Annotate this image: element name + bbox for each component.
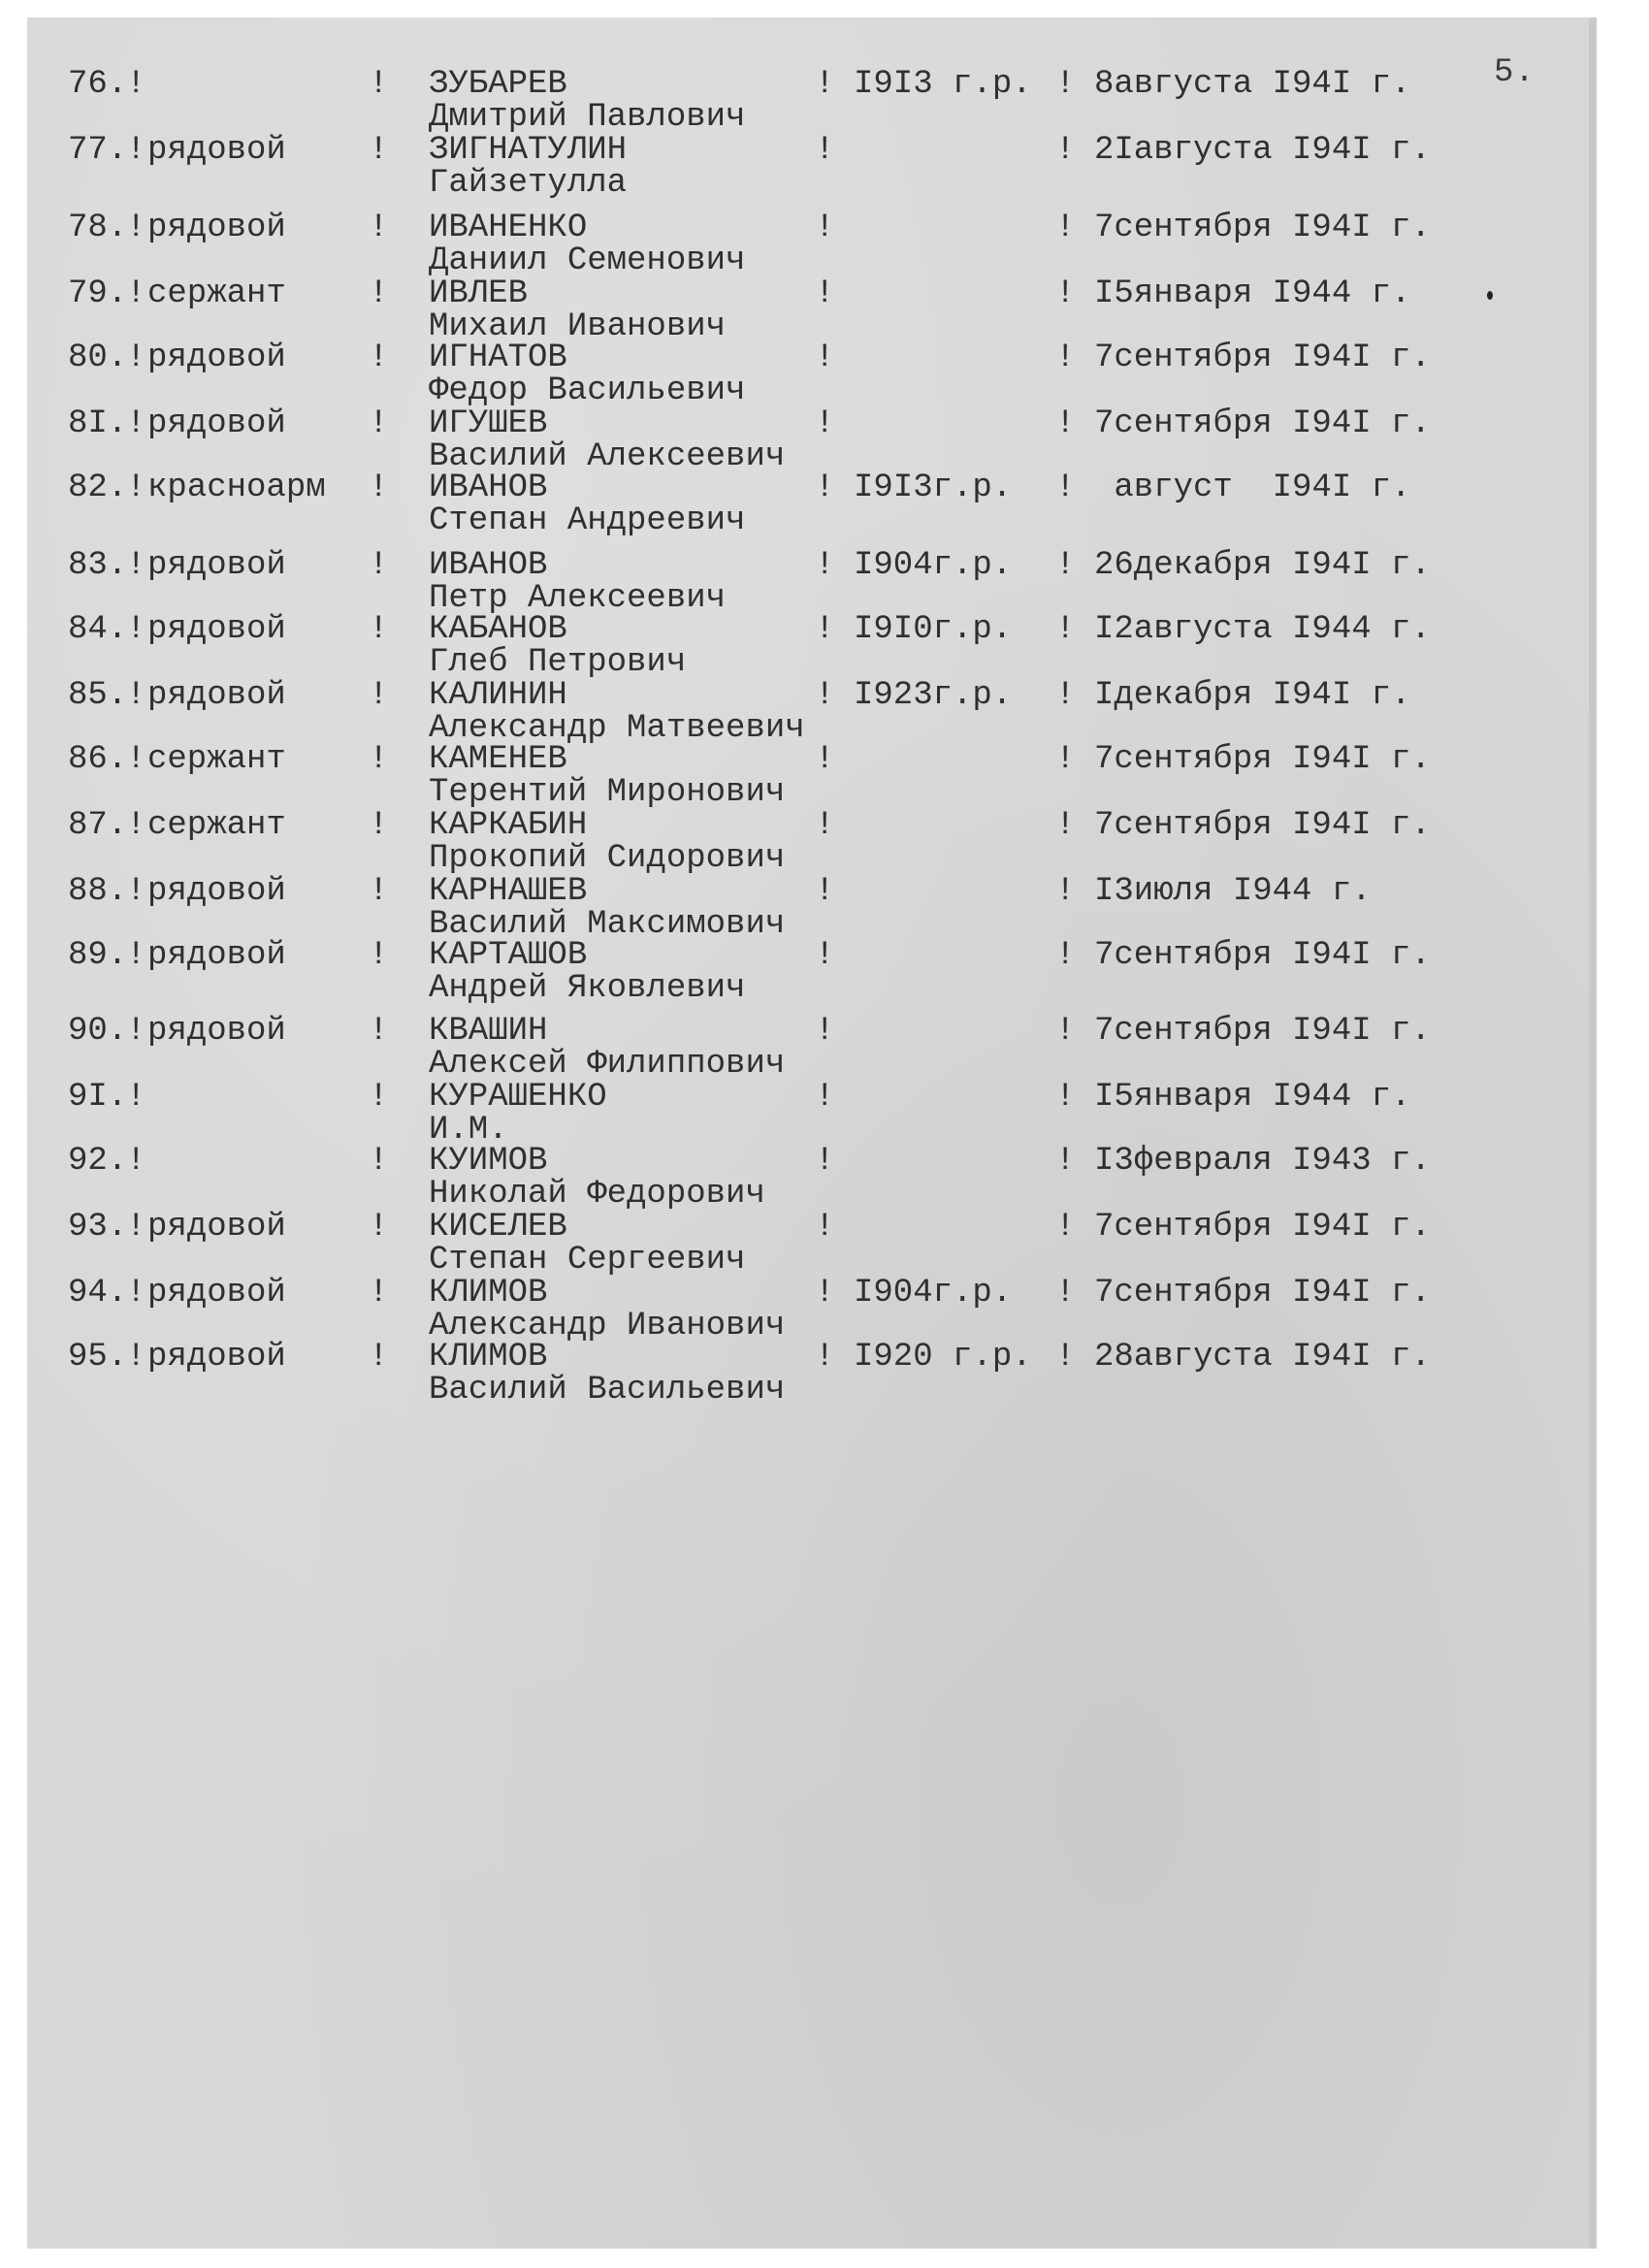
entry-number: 84. [68, 611, 128, 648]
entry-surname: КЛИМОВ [429, 1275, 548, 1312]
column-separator: ! [1055, 547, 1076, 584]
entry-given-name: И.М. [429, 1112, 508, 1149]
column-separator: ! [126, 340, 146, 376]
column-separator: ! [369, 937, 389, 974]
entry-number: 9I. [68, 1079, 128, 1116]
entry-surname: КАМЕНЕВ [429, 741, 567, 778]
page-number: 5. [1494, 54, 1536, 91]
entry-given-name: Глеб Петрович [429, 644, 687, 681]
list-item [0, 134, 1649, 211]
column-separator: ! [1055, 210, 1076, 246]
entry-rank: рядовой [147, 873, 286, 910]
column-separator: ! [126, 741, 146, 778]
entry-rank: рядовой [147, 340, 286, 376]
entry-number: 79. [68, 275, 128, 312]
entry-surname: ИВАНОВ [429, 470, 548, 506]
entry-given-name: Степан Сергеевич [429, 1242, 746, 1279]
entry-surname: КВАШИН [429, 1013, 548, 1050]
entry-rank: сержант [147, 275, 286, 312]
column-separator: ! [126, 873, 146, 910]
entry-date: I2августа I944 г. [1094, 611, 1431, 648]
column-separator: ! [126, 405, 146, 442]
entry-surname: КАБАНОВ [429, 611, 567, 648]
entry-number: 94. [68, 1275, 128, 1312]
column-separator: ! [369, 1209, 389, 1246]
column-separator: ! [1055, 1209, 1076, 1246]
list-item [0, 1341, 1649, 1418]
column-separator: ! [1055, 1079, 1076, 1116]
entry-given-name: Федор Васильевич [429, 373, 746, 409]
entry-date: I3февраля I943 г. [1094, 1143, 1431, 1180]
entry-date: 7сентября I94I г. [1094, 807, 1431, 844]
entry-given-name: Гайзетулла [429, 165, 628, 202]
entry-surname: КАРТАШОВ [429, 937, 588, 974]
entry-surname: ИГНАТОВ [429, 340, 567, 376]
column-separator: ! [369, 1079, 389, 1116]
column-separator: ! [1055, 340, 1076, 376]
entry-rank: сержант [147, 741, 286, 778]
column-separator: ! [369, 807, 389, 844]
entry-rank: рядовой [147, 1209, 286, 1246]
column-separator: ! [815, 741, 835, 778]
column-separator: ! [815, 677, 835, 714]
entry-given-name: Александр Матвеевич [429, 710, 805, 747]
entry-given-name: Михаил Иванович [429, 308, 727, 345]
column-separator: ! [126, 470, 146, 506]
column-separator: ! [369, 275, 389, 312]
column-separator: ! [369, 677, 389, 714]
entry-date: 8августа I94I г. [1094, 66, 1411, 103]
entry-surname: КАРНАШЕВ [429, 873, 588, 910]
column-separator: ! [1055, 807, 1076, 844]
entry-birth-year: I9I3г.р. [854, 470, 1013, 506]
entry-date: Iдекабря I94I г. [1094, 677, 1411, 714]
column-separator: ! [126, 807, 146, 844]
column-separator: ! [815, 937, 835, 974]
column-separator: ! [1055, 937, 1076, 974]
entry-surname: ИГУШЕВ [429, 405, 548, 442]
entry-date: 26декабря I94I г. [1094, 547, 1431, 584]
entry-number: 92. [68, 1143, 128, 1180]
column-separator: ! [1055, 275, 1076, 312]
column-separator: ! [815, 1013, 835, 1050]
column-separator: ! [815, 873, 835, 910]
entry-number: 80. [68, 340, 128, 376]
entry-rank: рядовой [147, 132, 286, 169]
entry-surname: ИВЛЕВ [429, 275, 529, 312]
column-separator: ! [1055, 1275, 1076, 1312]
column-separator: ! [369, 1143, 389, 1180]
entry-surname: КАЛИНИН [429, 677, 567, 714]
entry-surname: ИВАНОВ [429, 547, 548, 584]
column-separator: ! [815, 275, 835, 312]
column-separator: ! [126, 210, 146, 246]
entry-given-name: Василий Алексеевич [429, 438, 786, 475]
column-separator: ! [369, 1013, 389, 1050]
entry-given-name: Андрей Яковлевич [429, 970, 746, 1007]
column-separator: ! [369, 611, 389, 648]
entry-surname: КАРКАБИН [429, 807, 588, 844]
column-separator: ! [369, 741, 389, 778]
column-separator: ! [369, 405, 389, 442]
entry-given-name: Василий Максимович [429, 906, 786, 943]
entry-surname: ЗУБАРЕВ [429, 66, 567, 103]
entry-given-name: Александр Иванович [429, 1308, 786, 1345]
column-separator: ! [369, 547, 389, 584]
column-separator: ! [369, 873, 389, 910]
entry-number: 90. [68, 1013, 128, 1050]
entry-given-name: Терентий Миронович [429, 774, 786, 811]
column-separator: ! [1055, 132, 1076, 169]
column-separator: ! [815, 132, 835, 169]
column-separator: ! [126, 275, 146, 312]
entry-number: 76. [68, 66, 128, 103]
column-separator: ! [1055, 405, 1076, 442]
column-separator: ! [126, 937, 146, 974]
entry-rank: рядовой [147, 937, 286, 974]
column-separator: ! [815, 547, 835, 584]
entry-rank: рядовой [147, 1013, 286, 1050]
entry-date: 7сентября I94I г. [1094, 741, 1431, 778]
entry-number: 85. [68, 677, 128, 714]
entry-date: 7сентября I94I г. [1094, 405, 1431, 442]
entry-surname: КЛИМОВ [429, 1339, 548, 1376]
entry-date: 28августа I94I г. [1094, 1339, 1431, 1376]
list-item [0, 939, 1649, 1017]
entry-given-name: Даниил Семенович [429, 243, 746, 279]
entry-number: 88. [68, 873, 128, 910]
column-separator: ! [126, 1275, 146, 1312]
entry-number: 87. [68, 807, 128, 844]
column-separator: ! [126, 1013, 146, 1050]
column-separator: ! [815, 66, 835, 103]
column-separator: ! [1055, 741, 1076, 778]
entry-given-name: Алексей Филиппович [429, 1046, 786, 1083]
entry-number: 77. [68, 132, 128, 169]
entry-number: 86. [68, 741, 128, 778]
entry-number: 89. [68, 937, 128, 974]
entry-date: 7сентября I94I г. [1094, 1275, 1431, 1312]
entry-date: 7сентября I94I г. [1094, 1209, 1431, 1246]
column-separator: ! [369, 340, 389, 376]
entry-date: 7сентября I94I г. [1094, 1013, 1431, 1050]
entry-date: 7сентября I94I г. [1094, 210, 1431, 246]
column-separator: ! [126, 1339, 146, 1376]
entry-given-name: Дмитрий Павлович [429, 99, 746, 136]
entry-date: 2Iавгуста I94I г. [1094, 132, 1431, 169]
entry-surname: КУИМОВ [429, 1143, 548, 1180]
column-separator: ! [1055, 1013, 1076, 1050]
entry-rank: рядовой [147, 210, 286, 246]
entry-number: 83. [68, 547, 128, 584]
column-separator: ! [126, 677, 146, 714]
column-separator: ! [126, 1209, 146, 1246]
entry-date: 7сентября I94I г. [1094, 340, 1431, 376]
column-separator: ! [126, 1143, 146, 1180]
column-separator: ! [369, 1275, 389, 1312]
entry-rank: красноарм [147, 470, 326, 506]
entry-given-name: Прокопий Сидорович [429, 840, 786, 877]
column-separator: ! [815, 210, 835, 246]
column-separator: ! [126, 1079, 146, 1116]
column-separator: ! [126, 66, 146, 103]
column-separator: ! [815, 1275, 835, 1312]
entry-rank: рядовой [147, 1275, 286, 1312]
entry-rank: рядовой [147, 611, 286, 648]
entry-given-name: Николай Федорович [429, 1176, 765, 1213]
entry-date: I5января I944 г. [1094, 275, 1411, 312]
column-separator: ! [815, 470, 835, 506]
entry-number: 82. [68, 470, 128, 506]
column-separator: ! [815, 340, 835, 376]
entry-date: I5января I944 г. [1094, 1079, 1411, 1116]
entry-number: 95. [68, 1339, 128, 1376]
entry-birth-year: I904г.р. [854, 1275, 1013, 1312]
entry-birth-year: I923г.р. [854, 677, 1013, 714]
column-separator: ! [1055, 677, 1076, 714]
entry-surname: КИСЕЛЕВ [429, 1209, 567, 1246]
entry-number: 78. [68, 210, 128, 246]
entry-number: 8I. [68, 405, 128, 442]
column-separator: ! [369, 66, 389, 103]
column-separator: ! [1055, 66, 1076, 103]
entry-birth-year: I920 г.р. [854, 1339, 1032, 1376]
column-separator: ! [369, 470, 389, 506]
column-separator: ! [815, 405, 835, 442]
column-separator: ! [815, 1339, 835, 1376]
entry-birth-year: I9I3 г.р. [854, 66, 1032, 103]
entry-given-name: Василий Васильевич [429, 1372, 786, 1409]
entry-date: август I94I г. [1094, 470, 1411, 506]
column-separator: ! [815, 1209, 835, 1246]
entry-given-name: Степан Андреевич [429, 502, 746, 539]
entry-surname: КУРАШЕНКО [429, 1079, 607, 1116]
column-separator: ! [126, 611, 146, 648]
entry-given-name: Петр Алексеевич [429, 580, 727, 617]
column-separator: ! [815, 1079, 835, 1116]
entry-surname: ИВАНЕНКО [429, 210, 588, 246]
column-separator: ! [815, 611, 835, 648]
column-separator: ! [1055, 873, 1076, 910]
column-separator: ! [1055, 470, 1076, 506]
list-item [0, 471, 1649, 549]
column-separator: ! [126, 547, 146, 584]
entry-rank: рядовой [147, 1339, 286, 1376]
column-separator: ! [815, 807, 835, 844]
entry-rank: рядовой [147, 547, 286, 584]
entry-rank: сержант [147, 807, 286, 844]
entry-rank: рядовой [147, 405, 286, 442]
entry-surname: ЗИГНАТУЛИН [429, 132, 628, 169]
column-separator: ! [369, 132, 389, 169]
column-separator: ! [1055, 1143, 1076, 1180]
column-separator: ! [1055, 611, 1076, 648]
entry-date: I3июля I944 г. [1094, 873, 1372, 910]
entry-rank: рядовой [147, 677, 286, 714]
entry-date: 7сентября I94I г. [1094, 937, 1431, 974]
column-separator: ! [126, 132, 146, 169]
entry-birth-year: I904г.р. [854, 547, 1013, 584]
column-separator: ! [369, 1339, 389, 1376]
entry-birth-year: I9I0г.р. [854, 611, 1013, 648]
entry-number: 93. [68, 1209, 128, 1246]
column-separator: ! [1055, 1339, 1076, 1376]
column-separator: ! [815, 1143, 835, 1180]
column-separator: ! [369, 210, 389, 246]
